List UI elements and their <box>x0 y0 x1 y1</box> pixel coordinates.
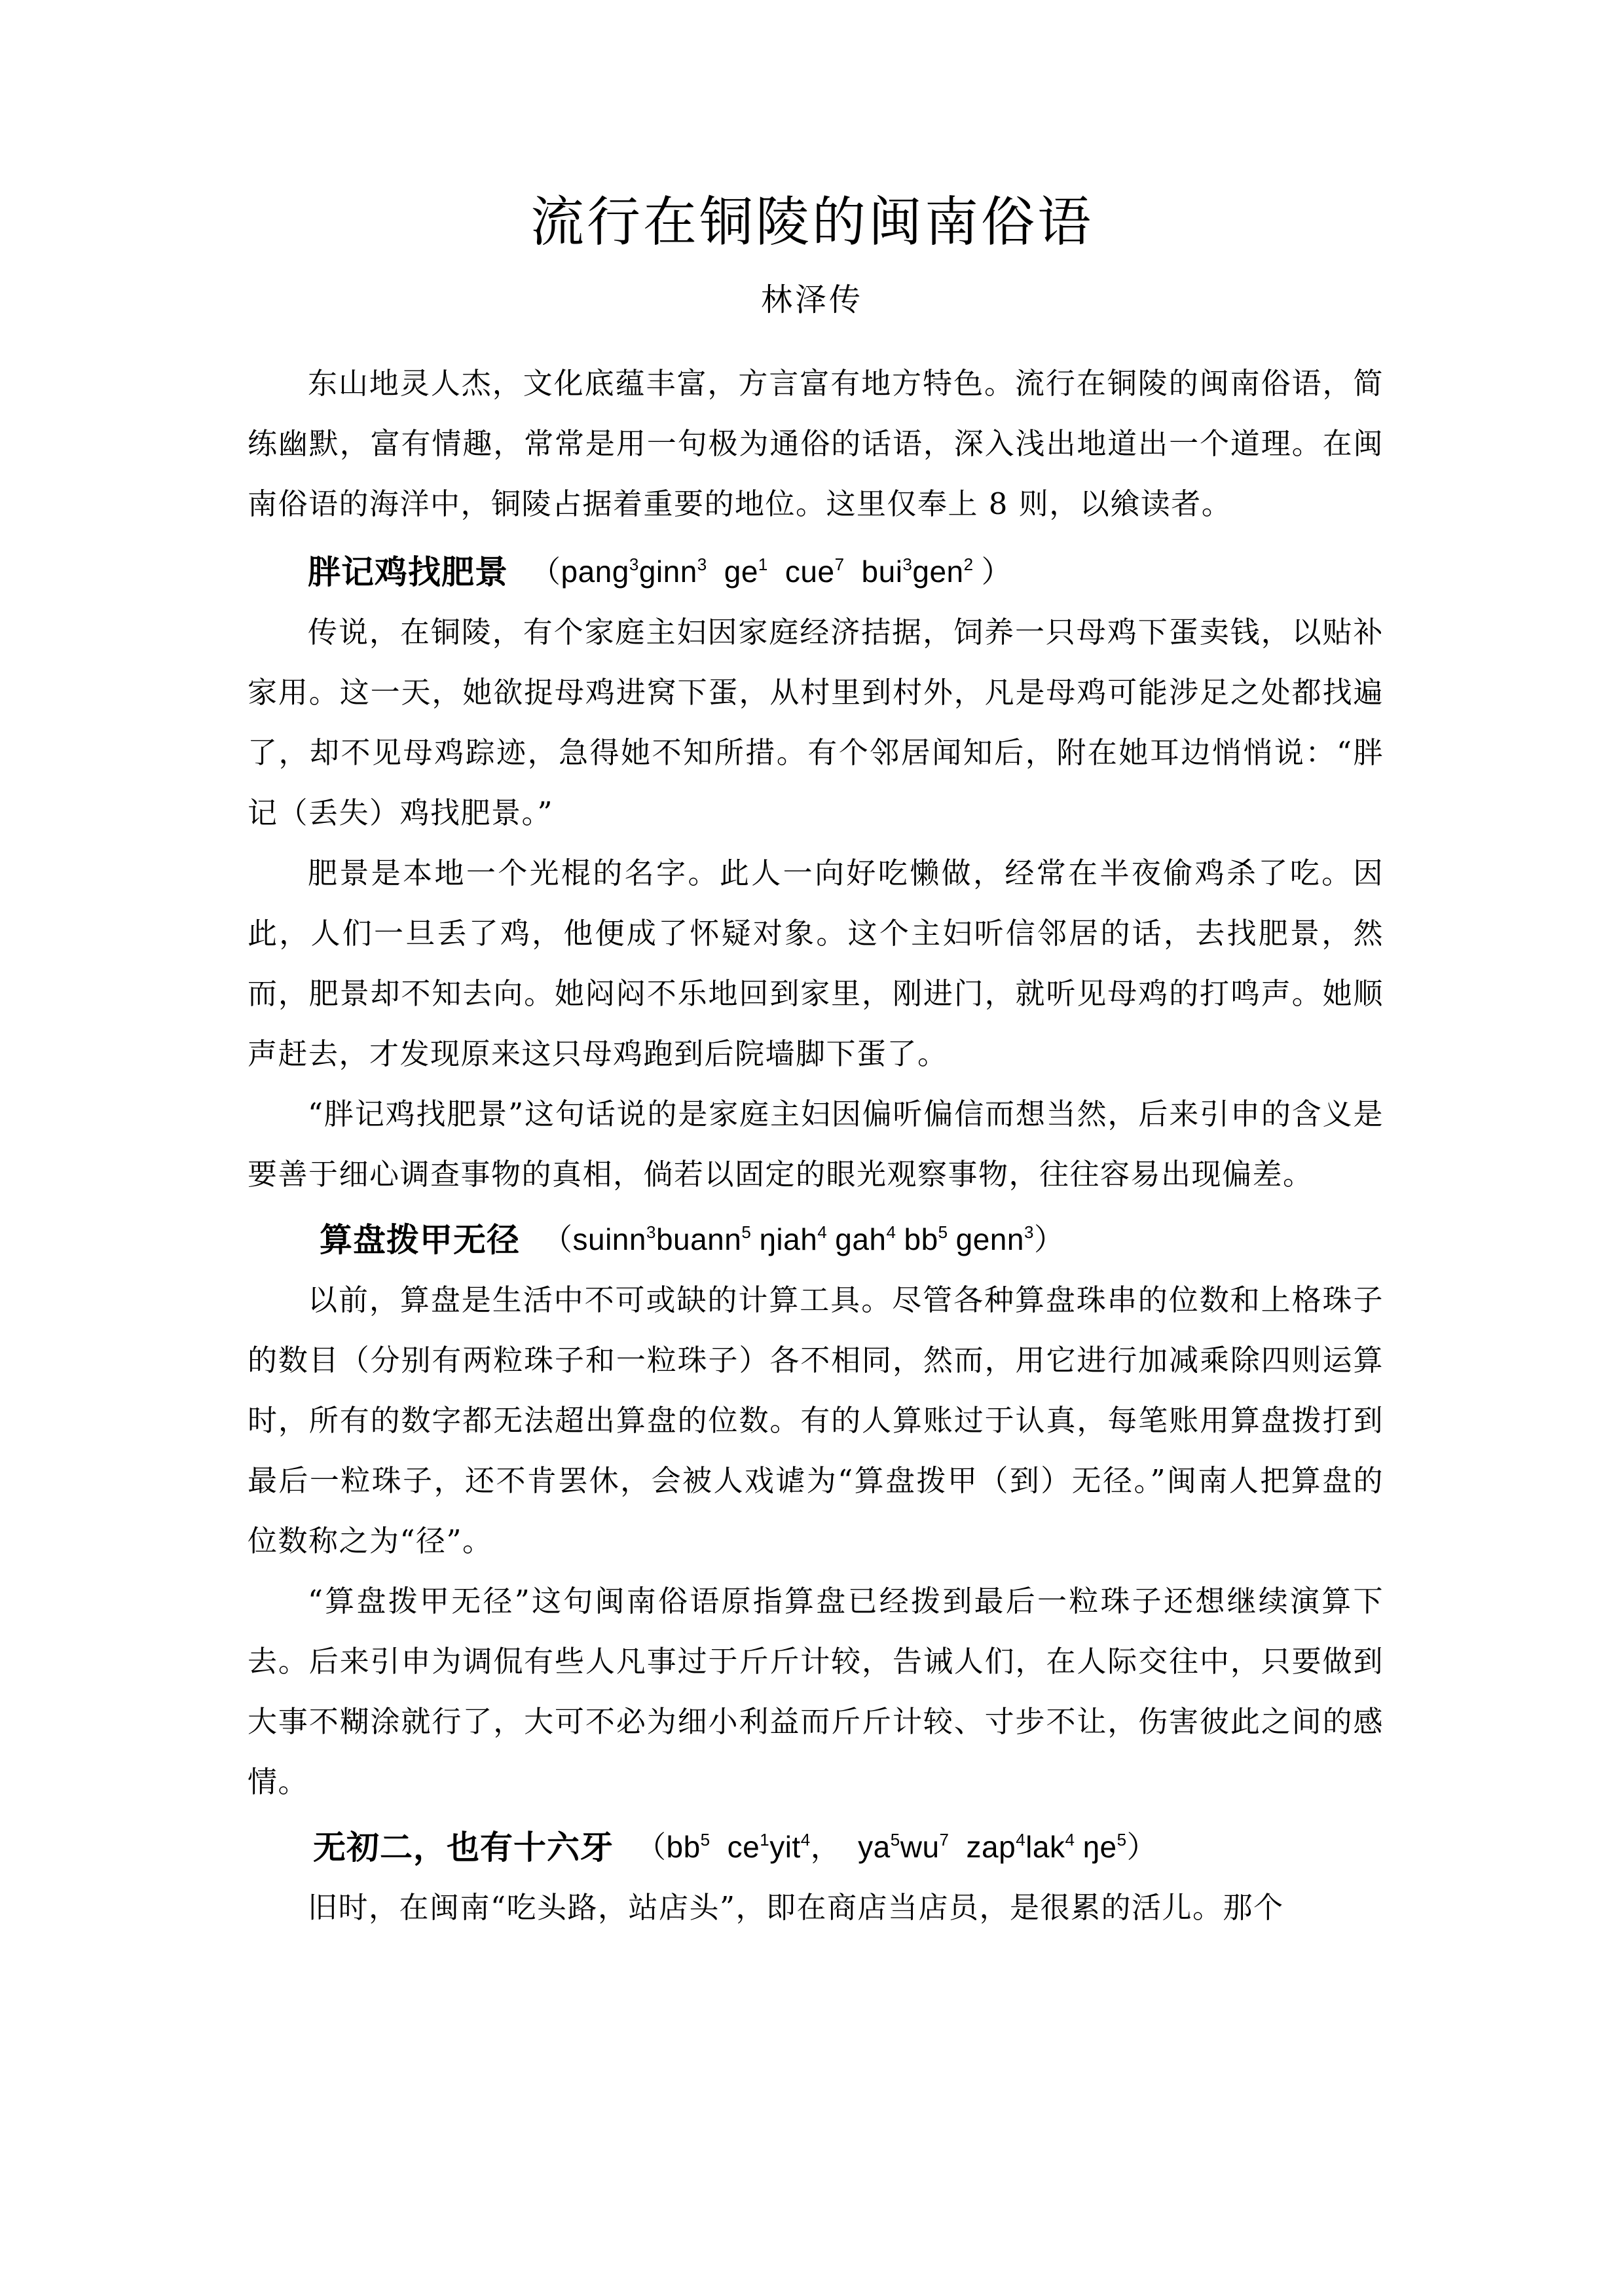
romanization: （pang$^3$ginn$^3$ $ge^1$ cue$^7$ bui$^3$gen$^2$ ） <box>530 554 1012 589</box>
proverb-title: 算盘拨甲无径 <box>320 1221 520 1259</box>
article-body <box>248 354 1384 1938</box>
section-heading-2 <box>248 1205 1384 1270</box>
intro-paragraph: 东山地灵人杰，文化底蕴丰富，方言富有地方特色。流行在铜陵的闽南俗语，简练幽默，富有情趣，常常是用一句极为通俗的话语，深入浅出地道出一个道理。在闽南俗语的海洋中，铜陵占据着重要的地位。这里仅奉上 8 则，以飨读者。 <box>248 366 1384 521</box>
romanization: （suinn$^3$buann$^5$ ŋiah$^4$ gah$^4$ $bb^5$ genn$^3$） <box>542 1222 1065 1257</box>
romanization: （$bb^5$ $ce^1yit^4$， $ya^5wu^7$ zap$^4$lak$^4$ $ŋe^5$） <box>636 1829 1158 1865</box>
section-1-paragraph-3: “胖记鸡找肥景”这句话说的是家庭主妇因偏听偏信而想当然，后来引申的含义是要善于细心调查事物的真相，倘若以固定的眼光观察事物，往往容易出现偏差。 <box>248 1097 1384 1192</box>
proverb-title: 胖记鸡找肥景 <box>308 553 508 591</box>
section-3-paragraph-1: 旧时，在闽南“吃头路，站店头”，即在商店当店员，是很累的活儿。那个 <box>308 1890 1284 1925</box>
proverb-title: 无初二，也有十六牙 <box>313 1829 614 1867</box>
section-2-paragraph-1: 以前，算盘是生活中不可或缺的计算工具。尽管各种算盘珠串的位数和上格珠子的数目（分别有两粒珠子和一粒珠子）各不相同，然而，用它进行加减乘除四则运算时，所有的数字都无法超出算盘的位数。有的人算账过于认真，每笔账用算盘拨打到最后一粒珠子，还不肯罢休，会被人戏谑为“算盘拨甲（到）无径。”闽南人把算盘的位数称之为“径”。 <box>248 1283 1384 1558</box>
section-heading-3 <box>248 1812 1384 1878</box>
section-1-paragraph-2: 肥景是本地一个光棍的名字。此人一向好吃懒做，经常在半夜偷鸡杀了吃。因此，人们一旦丢了鸡，他便成了怀疑对象。这个主妇听信邻居的话，去找肥景，然而，肥景却不知去向。她闷闷不乐地回到家里，刚进门，就听见母鸡的打鸣声。她顺声赶去，才发现原来这只母鸡跑到后院墙脚下蛋了。 <box>248 856 1384 1071</box>
section-heading-1 <box>248 537 1384 602</box>
author-name: 林泽传 <box>760 282 863 318</box>
document-title: 流行在铜陵的闽南俗语 <box>530 191 1094 253</box>
section-2-paragraph-2: “算盘拨甲无径”这句闽南俗语原指算盘已经拨到最后一粒珠子还想继续演算下去。后来引申为调侃有些人凡事过于斤斤计较，告诫人们，在人际交往中，只要做到大事不糊涂就行了，大可不必为细小利益而斤斤计较、寸步不让，伤害彼此之间的感情。 <box>248 1584 1384 1799</box>
section-1-paragraph-1: 传说，在铜陵，有个家庭主妇因家庭经济拮据，饲养一只母鸡下蛋卖钱，以贴补家用。这一天，她欲捉母鸡进窝下蛋，从村里到村外，凡是母鸡可能涉足之处都找遍了，却不见母鸡踪迹，急得她不知所措。有个邻居闻知后，附在她耳边悄悄说：“胖记（丢失）鸡找肥景。” <box>248 615 1384 830</box>
